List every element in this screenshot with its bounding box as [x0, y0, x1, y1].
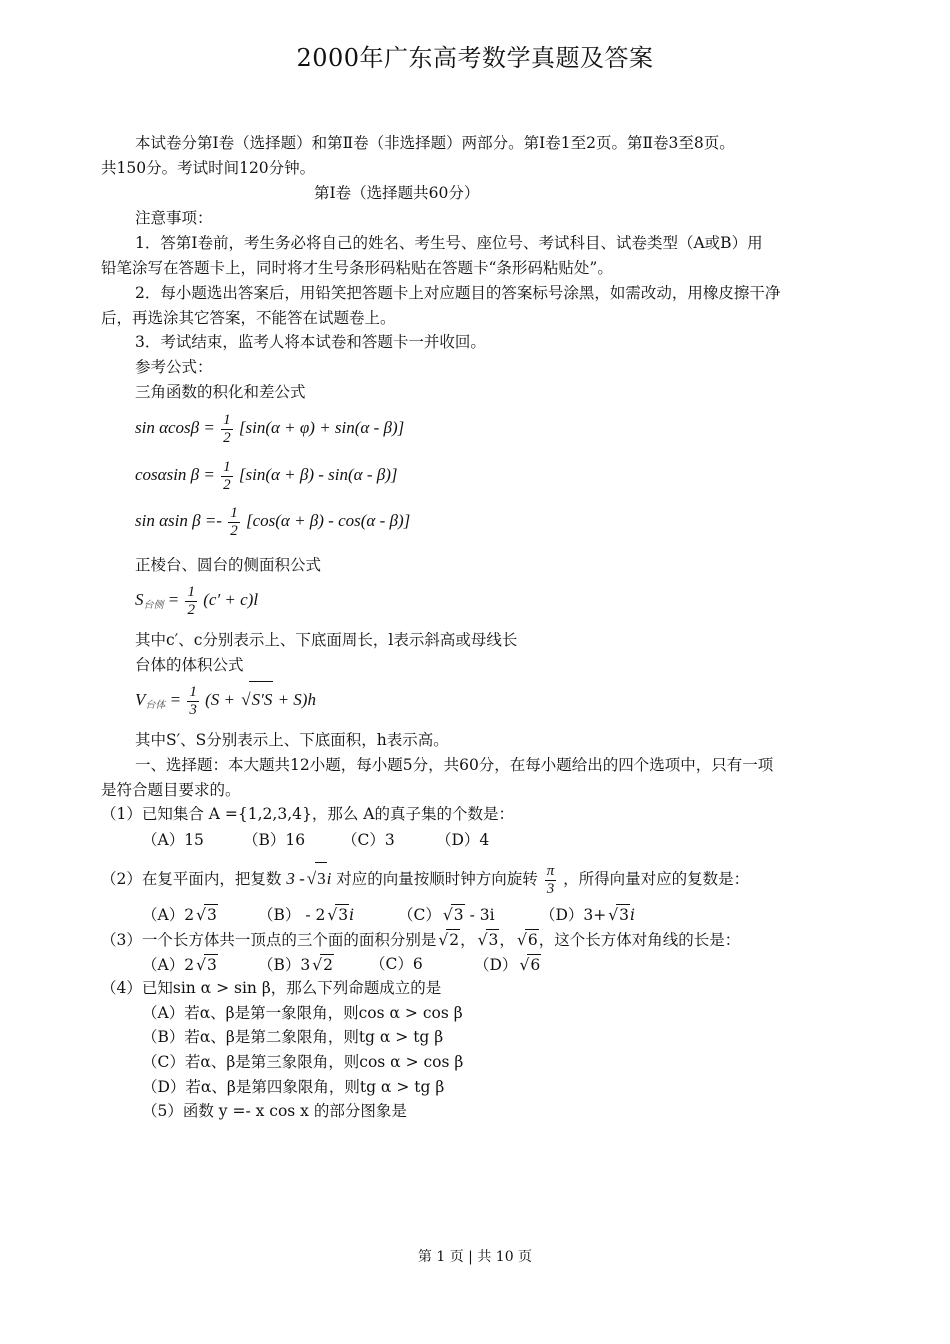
volume-formula: $V_{台体}$ = $\frac{1}{3}$ (S + √ S′S + S)h — [135, 681, 316, 724]
q4-option-a: （A）若α、β是第一象限角，则cos α > cos β — [142, 1004, 463, 1022]
notice-2a: 2．每小题选出答案后，用铅笑把答题卡上对应题目的答案标号涂黑，如需改动，用橡皮擦干净 — [135, 284, 781, 302]
fraction-half: $\frac{1}{2}$ — [230, 504, 238, 539]
fraction-half: $\frac{1}{2}$ — [223, 411, 231, 446]
notice-2b: 后，再选涂其它答案，不能答在试题卷上。 — [101, 309, 396, 327]
page-footer: 第 1 页 | 共 10 页 — [417, 1249, 533, 1265]
reference-heading: 参考公式： — [135, 358, 213, 376]
formula-2 — [135, 457, 398, 494]
formula-3 — [135, 503, 410, 540]
fraction-pi-third: $\frac{\pi}{3}$ — [546, 862, 555, 897]
intro-line-1: 本试卷分第Ⅰ卷（选择题）和第Ⅱ卷（非选择题）两部分。第Ⅰ卷1至2页。第Ⅱ卷3至8页。 — [135, 134, 735, 152]
q2-option-a: （A）2√ 3 — [142, 904, 218, 925]
question-2: （2）在复平面内，把复数 3 -√ 3i 对应的向量按顺时钟方向旋转 $\frac{\pi}{3}$ ，所得向量对应的复数是： — [101, 862, 749, 898]
q1-option-d: （D）4 — [436, 831, 490, 849]
q3-option-c: （C）6 — [370, 955, 423, 973]
question-3: （3）一个长方体共一顶点的三个面的面积分别是√ 2，√ 3，√ 6，这个长方体对角线的长是： — [101, 929, 740, 950]
q3-option-d: （D）√ 6 — [474, 954, 541, 975]
choice-section-heading-b: 是符合题目要求的。 — [101, 781, 241, 799]
formula-2-rhs: [sin(α + β) - sin(α - β)] — [238, 465, 398, 484]
notice-1a: 1．答第Ⅰ卷前，考生务必将自己的姓名、考生号、座位号、考试科目、试卷类型（A或B）用 — [135, 234, 763, 252]
lateral-note: 其中c′、c分别表示上、下底面周长，l表示斜高或母线长 — [135, 631, 518, 649]
formula-1 — [135, 410, 404, 447]
q2-option-c: （C）√ 3 - 3i — [398, 904, 495, 925]
q3-option-b: （B）3√ 2 — [258, 954, 334, 975]
page-title: 2000年广东高考数学真题及答案 — [296, 44, 654, 72]
fraction-half: $\frac{1}{2}$ — [187, 583, 195, 618]
q2-option-d: （D）3+√ 3i — [540, 904, 635, 925]
choice-section-heading-a: 一、选择题：本大题共12小题，每小题5分，共60分，在每小题给出的四个选项中，只有一项 — [135, 756, 774, 774]
notice-heading: 注意事项： — [135, 209, 213, 227]
q1-option-c: （C）3 — [342, 831, 395, 849]
q2-option-b: （B） - 2√ 3i — [258, 904, 354, 925]
formula-2-lhs: cosαsin β = — [135, 465, 215, 484]
q1-option-b: （B）16 — [243, 831, 306, 849]
s-subscript: 台侧 — [143, 600, 164, 611]
lateral-area-heading: 正棱台、圆台的侧面积公式 — [135, 556, 322, 574]
notice-1b: 铅笔涂写在答题卡上，同时将才生号条形码粘贴在答题卡“条形码粘贴处”。 — [101, 259, 613, 277]
trig-heading: 三角函数的积化和差公式 — [135, 383, 306, 401]
formula-3-lhs: sin αsin β =- — [135, 511, 222, 530]
section-1-heading: 第Ⅰ卷（选择题共60分） — [314, 184, 480, 202]
q4-option-c: （C）若α、β是第三象限角，则cos α > cos β — [142, 1053, 464, 1071]
v-symbol: V — [135, 690, 146, 709]
formula-1-lhs: sin αcosβ = — [135, 418, 215, 437]
volume-heading: 台体的体积公式 — [135, 656, 244, 674]
fraction-third: $\frac{1}{3}$ — [189, 683, 197, 718]
q1-option-a: （A）15 — [142, 831, 204, 849]
intro-line-2: 共150分。考试时间120分钟。 — [101, 159, 316, 177]
lateral-area-formula: $S_{台侧}$ = $\frac{1}{2}$ (c′ + c)l — [135, 583, 259, 618]
q4-option-b: （B）若α、β是第二象限角，则tg α > tg β — [142, 1028, 444, 1046]
question-4: （4）已知sin α > sin β，那么下列命题成立的是 — [101, 979, 442, 997]
q3-option-a: （A）2√ 3 — [142, 954, 218, 975]
lateral-rhs: (c′ + c)l — [203, 590, 259, 609]
question-1: （1）已知集合 A ={1,2,3,4}，那么 A的真子集的个数是： — [101, 805, 514, 823]
formula-3-rhs: [cos(α + β) - cos(α - β)] — [245, 511, 411, 530]
sqrt-s-prime-s: √ S′S — [249, 681, 273, 718]
formula-1-rhs: [sin(α + φ) + sin(α - β)] — [238, 418, 405, 437]
q4-option-d: （D）若α、β是第四象限角，则tg α > tg β — [142, 1078, 445, 1096]
fraction-half: $\frac{1}{2}$ — [223, 458, 231, 493]
question-5: （5）函数 y =- x cos x 的部分图象是 — [142, 1102, 407, 1120]
volume-note: 其中S′、S分别表示上、下底面积，h表示高。 — [135, 731, 449, 749]
notice-3: 3．考试结束，监考人将本试卷和答题卡一并收回。 — [135, 333, 486, 351]
s-symbol: S — [135, 590, 144, 609]
v-subscript: 台体 — [145, 700, 166, 711]
